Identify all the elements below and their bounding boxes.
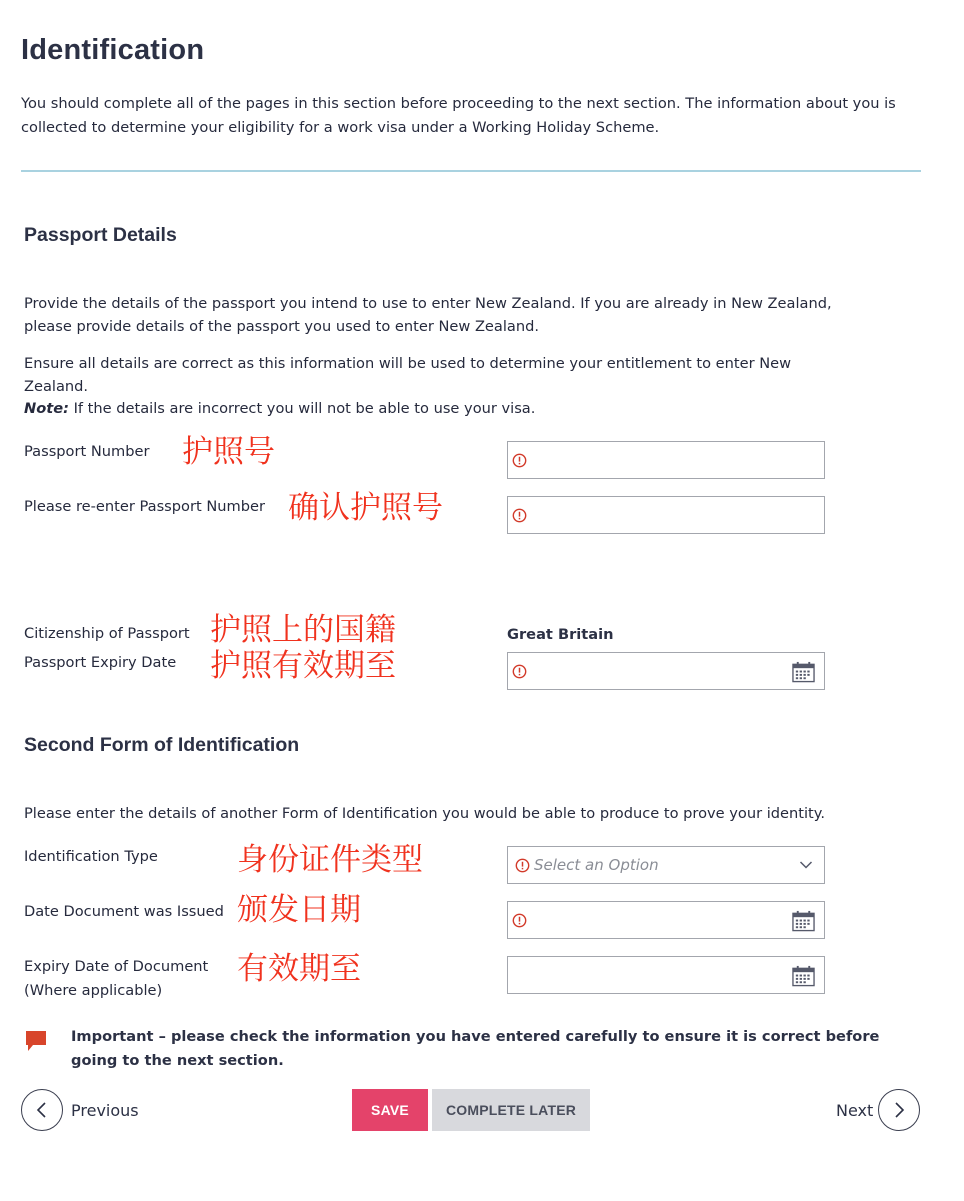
doc-expiry-label	[24, 955, 208, 1003]
issued-date-input[interactable]	[507, 901, 825, 939]
flag-icon	[25, 1030, 47, 1052]
citizenship-label: Citizenship of Passport	[24, 625, 190, 642]
doc-expiry-annotation: 有效期至	[237, 951, 361, 987]
error-icon	[512, 664, 527, 679]
chevron-right-icon	[891, 1101, 907, 1119]
calendar-icon[interactable]	[792, 910, 815, 932]
error-icon	[512, 508, 527, 523]
passport-expiry-annotation: 护照有效期至	[210, 648, 396, 684]
passport-reenter-annotation: 确认护照号	[288, 490, 443, 526]
passport-reenter-label: Please re-enter Passport Number	[24, 498, 265, 515]
citizenship-annotation: 护照上的国籍	[210, 612, 396, 648]
note-text: If the details are incorrect you will not be able to use your visa.	[68, 400, 536, 417]
section-divider	[21, 170, 921, 172]
id-type-select[interactable]	[507, 846, 825, 884]
issued-date-label: Date Document was Issued	[24, 903, 224, 920]
passport-expiry-input[interactable]	[507, 652, 825, 690]
passport-number-label: Passport Number	[24, 443, 150, 460]
passport-instructions: Provide the details of the passport you intend to use to enter New Zealand. If you are already in New Zealand, please provide details of the passport you used to enter New Zealand.	[24, 295, 832, 335]
doc-expiry-input[interactable]	[507, 956, 825, 994]
next-button[interactable]	[878, 1089, 920, 1131]
calendar-icon[interactable]	[792, 661, 815, 683]
doc-expiry-label-line1: Expiry Date of Document	[24, 958, 209, 975]
complete-later-button[interactable]: COMPLETE LATER	[432, 1089, 590, 1131]
passport-section-title: Passport Details	[24, 224, 177, 246]
passport-note	[24, 398, 854, 421]
passport-number-annotation: 护照号	[182, 434, 275, 470]
page-intro: You should complete all of the pages in this section before proceeding to the next section. The information about you is collected to determine your eligibility for a work visa under a Working Holiday Scheme.	[21, 95, 896, 136]
error-icon	[512, 453, 527, 468]
previous-button[interactable]	[21, 1089, 63, 1131]
citizenship-value: Great Britain	[507, 626, 614, 643]
passport-expiry-label: Passport Expiry Date	[24, 654, 177, 671]
previous-label[interactable]: Previous	[71, 1101, 139, 1120]
passport-reenter-input[interactable]	[507, 496, 825, 534]
important-notice: Important – please check the information you have entered carefully to ensure it is correct before going to the next section.	[71, 1028, 880, 1069]
save-button[interactable]: SAVE	[352, 1089, 428, 1131]
calendar-icon[interactable]	[792, 965, 815, 987]
passport-number-input[interactable]	[507, 441, 825, 479]
second-id-section-title: Second Form of Identification	[24, 734, 300, 756]
page-title: Identification	[21, 34, 205, 66]
id-type-placeholder: Select an Option	[534, 856, 659, 874]
doc-expiry-label-line2: (Where applicable)	[24, 982, 163, 999]
error-icon	[515, 858, 530, 873]
note-label: Note:	[24, 400, 69, 417]
id-type-annotation: 身份证件类型	[237, 842, 423, 878]
passport-accuracy-text: Ensure all details are correct as this information will be used to determine your entitlement to enter New Zealand.	[24, 355, 792, 395]
id-type-label: Identification Type	[24, 848, 158, 865]
chevron-left-icon	[34, 1101, 50, 1119]
issued-date-annotation: 颁发日期	[237, 892, 361, 928]
second-id-instructions: Please enter the details of another Form of Identification you would be able to produce to prove your identity.	[24, 805, 825, 822]
next-label[interactable]: Next	[836, 1101, 874, 1120]
chevron-down-icon	[799, 859, 813, 871]
error-icon	[512, 913, 527, 928]
